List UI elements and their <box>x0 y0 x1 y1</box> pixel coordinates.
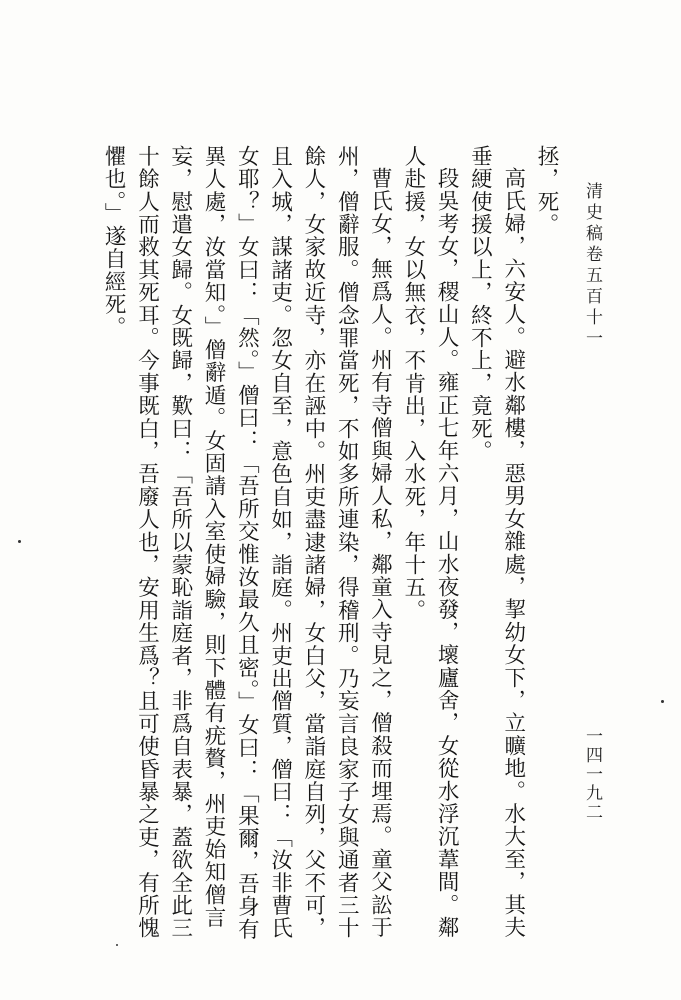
page-number: 一四一九二 <box>582 727 602 822</box>
running-title: 清史稿卷五百十一 <box>582 182 602 350</box>
main-text <box>97 145 563 945</box>
scan-speck <box>18 540 21 543</box>
paragraph-cao-shi-nv: 曹氏女，無爲人。州有寺僧與婦人私，鄰童入寺見之，僧殺而埋焉。童父訟于州，僧辭服。僧念罪當死，不如多所連染，得稽刑。乃妄言良家子女與通者三十餘人，女家故近寺，亦在誣中。州吏盡逮諸婦，女白父，當詣庭自列，父不可，且入城，謀諸吏。忽女自至，意色自如，詣庭。州吏出僧質，僧曰：「汝非曹氏女耶？」女曰：「然。」僧曰：「吾所交惟汝最久且密。」女曰：「果爾，吾身有異人處，汝當知。」僧辭遁。女固請入室使婦驗，則下體有疣贅，州吏始知僧言妄，慰遣女歸。女既歸，歎曰：「吾所以蒙恥詣庭者，非爲自表暴，蓋欲全此三十餘人而救其死耳。今事既白，吾廢人也，安用生爲？且可使昏暴之吏，有所愧懼也。」遂自經死。 <box>101 145 393 941</box>
paragraph-duan-wu-kao-nv: 段吳考女，稷山人。雍正七年六月，山水夜發，壞廬舍，女從水浮沉葦間。鄰人赴援，女以無衣，不肯出，入水死，年十五。 <box>400 145 460 939</box>
scan-speck <box>116 944 118 946</box>
paragraph-gao-shi: 高氏婦，六安人。避水鄰樓，惡男女雜處，挈幼女下，立曠地。水大至，其夫垂綆使援以上，終不上，竟死。 <box>467 145 526 939</box>
scan-speck <box>661 700 664 703</box>
paragraph-continuation: 拯，死。 <box>534 145 559 236</box>
